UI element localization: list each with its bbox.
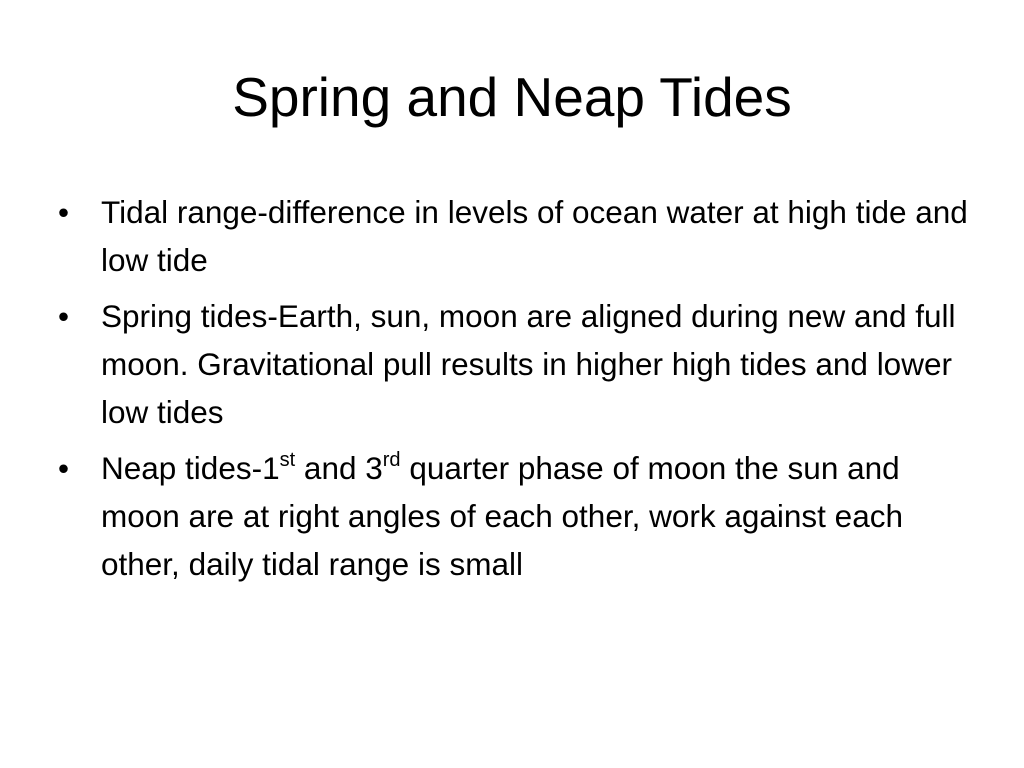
ordinal-suffix-third: rd [382,449,401,471]
ordinal-suffix-first: st [279,449,296,471]
bullet-marker: • [58,450,70,486]
bullet-item-spring-tides [58,292,978,436]
bullet-text-part: and 3 [295,450,383,486]
bullet-text: Tidal range-difference in levels of ocean water at high tide and low tide [101,194,968,278]
slide-title: Spring and Neap Tides [232,66,792,128]
bullet-text-part: quarter phase of moon the sun and moon are at right angles of each other, work against each other, daily tidal range is small [101,450,903,582]
bullet-marker: • [58,298,70,334]
bullet-item-tidal-range [58,188,978,284]
bullet-text: Spring tides-Earth, sun, moon are aligned during new and full moon. Gravitational pull results in higher high tides and lower low tides [101,298,956,430]
bullet-list [58,188,978,596]
bullet-text-part: Neap tides-1 [101,450,280,486]
bullet-item-neap-tides [58,444,978,588]
bullet-marker: • [58,194,70,230]
